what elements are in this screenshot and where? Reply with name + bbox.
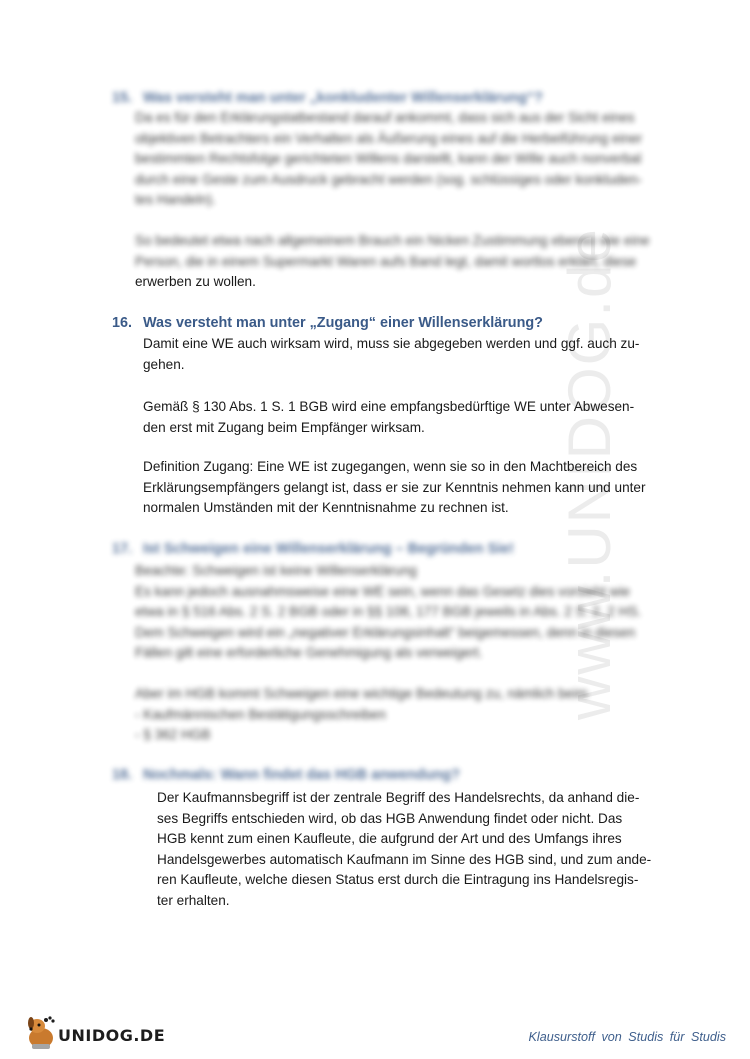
text-line: erwerben zu wollen. (135, 274, 256, 289)
text-line: Person, die in einem Supermarkt Waren aufs Band legt, damit wortlos erklärt, diese (135, 253, 637, 269)
text-line: Erklärungsempfängers gelangt ist, dass er sie zur Kenntnis nehmen kann und unter (143, 479, 646, 495)
text-line: - § 362 HGB (135, 727, 211, 743)
text-line: normalen Umständen mit der Kenntnisnahme zu rechnen ist. (143, 500, 509, 516)
text-line: objektiven Betrachters ein Verhalten als Äußerung eines auf die Herbeiführung einer (135, 130, 643, 146)
text-line: Da es für den Erklärungstatbestand darauf ankommt, dass sich aus der Sicht eines (135, 110, 635, 125)
paragraph-line-sharp (135, 272, 256, 293)
text-line: Fällen gilt eine erforderliche Genehmigung als verweigert. (135, 645, 483, 661)
text-line: den erst mit Zugang beim Empfänger wirksam. (143, 419, 425, 435)
question-heading (112, 90, 543, 106)
logo-text: UNIDOG.DE (58, 1026, 166, 1045)
text-line: So bedeutet etwa nach allgemeinem Brauch ein Nicken Zustimmung ebenso wie eine (135, 233, 650, 248)
paragraph (143, 334, 639, 375)
question-title: Nochmals: Wann findet das HGB anwendung? (143, 767, 460, 783)
text-line: ter erhalten. (157, 892, 230, 908)
text-line: ses Begriffs entschieden wird, ob das HGB Anwendung findet oder nicht. Das (157, 810, 623, 826)
text-line: Damit eine WE auch wirksam wird, muss sie abgegeben werden und ggf. auch zu- (143, 336, 640, 351)
text-line: Beachte: Schweigen ist keine Willenserklärung (135, 563, 417, 578)
text-line: HGB kennt zum einen Kaufleute, die aufgrund der Art und des Umfangs ihres (157, 831, 622, 847)
text-line: - Kaufmännischen Bestätigungsschreiben (135, 706, 386, 722)
text-line: tes Handeln). (135, 192, 216, 208)
text-line: Dem Schweigen wird ein „negativer Erklärungsinhalt“ beigemessen, denn in diesen (135, 624, 636, 640)
paragraph (135, 684, 588, 746)
footer-tagline: Klausurstoff von Studis für Studis (528, 1030, 726, 1044)
question-title: Ist Schweigen eine Willenserklärung – Begründen Sie! (143, 541, 514, 557)
text-line: Es kann jedoch ausnahmsweise eine WE sein, wenn das Gesetz dies vorsieht wie (135, 583, 630, 599)
question-title: Was versteht man unter „konkludenter Willenserklärung“? (143, 90, 543, 106)
paragraph (135, 561, 641, 664)
question-heading (112, 315, 543, 331)
question-number: 15. (112, 90, 133, 106)
question-heading (112, 767, 460, 783)
text-line: durch eine Geste zum Ausdruck gebracht werden (sog. schlüssiges oder konkluden- (135, 171, 643, 187)
text-line: gehen. (143, 356, 185, 372)
question-number: 17. (112, 541, 133, 557)
paragraph (143, 457, 646, 519)
question-number: 18. (112, 767, 133, 783)
text-line: Gemäß § 130 Abs. 1 S. 1 BGB wird eine empfangsbedürftige WE unter Abwesen- (143, 399, 635, 414)
paragraph (157, 788, 651, 912)
text-line: Definition Zugang: Eine WE ist zugegangen, wenn sie so in den Machtbereich des (143, 459, 638, 474)
text-line: Handelsgewerbes automatisch Kaufmann im Sinne des HGB sind, und zum ande- (157, 851, 652, 867)
text-line: Der Kaufmannsbegriff ist der zentrale Begriff des Handelsrechts, da anhand die- (157, 790, 640, 805)
question-number: 16. (112, 315, 133, 331)
text-line: etwa in § 516 Abs. 2 S. 2 BGB oder in §§ 108, 177 BGB jeweils in Abs. 2 S. 2, 2 HS. (135, 604, 642, 620)
paragraph (135, 231, 650, 272)
question-title: Was versteht man unter „Zugang“ einer Willenserklärung? (143, 315, 543, 331)
question-heading (112, 541, 514, 557)
paragraph (143, 397, 634, 438)
text-line: bestimmten Rechtsfolge gerichteten Willens darstellt, kann der Wille auch nonverbal (135, 151, 642, 167)
text-line: Aber im HGB kommt Schweigen eine wichtige Bedeutung zu, nämlich beim (135, 686, 588, 701)
text-line: ren Kaufleute, welche diesen Status erst durch die Eintragung ins Handelsregis- (157, 872, 639, 888)
watermark: www.UNIDOG.de (556, 227, 623, 720)
paragraph (135, 108, 642, 211)
